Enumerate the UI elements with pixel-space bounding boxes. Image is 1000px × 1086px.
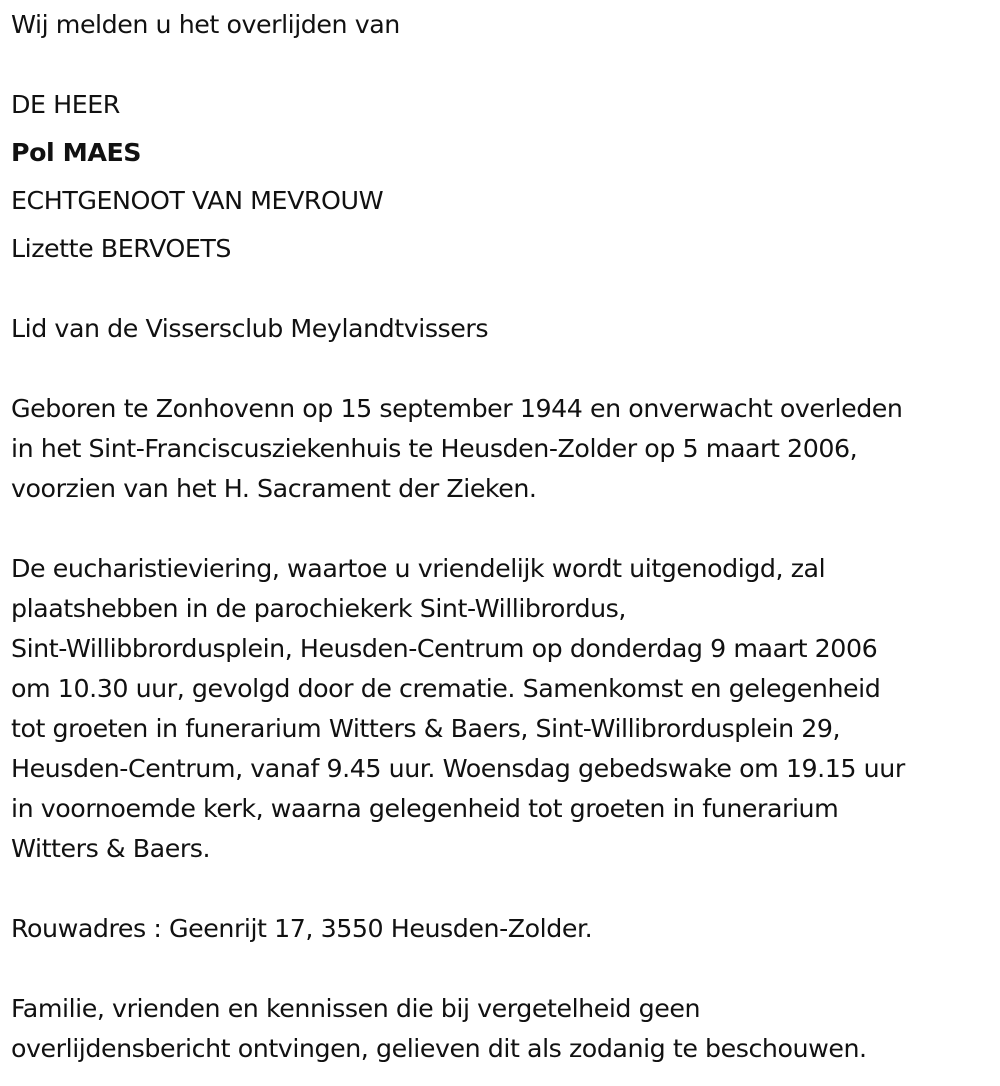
intro-text: Wij melden u het overlijden van [11,10,400,39]
title-line: DE HEER [11,90,120,119]
spacer [11,173,996,181]
paragraph-line: Heusden-Centrum, vanaf 9.45 uur. Woensdag gebedswake om 19.15 uur [11,754,905,783]
spacer [11,125,996,133]
paragraph-line: Familie, vrienden en kennissen die bij vergetelheid geen [11,994,701,1023]
deceased-name: Pol MAES [11,138,142,167]
paragraph-line: om 10.30 uur, gevolgd door de crematie. Samenkomst en gelegenheid [11,674,881,703]
spacer [11,221,996,229]
mourning-address: Rouwadres : Geenrijt 17, 3550 Heusden-Zolder. [11,914,593,943]
spacer [11,949,996,989]
paragraph-line: voorzien van het H. Sacrament der Zieken. [11,474,537,503]
spacer [11,45,996,85]
paragraph-line: tot groeten in funerarium Witters & Baers, Sint-Willibrordusplein 29, [11,714,841,743]
paragraph-line: plaatshebben in de parochiekerk Sint-Willibrordus, [11,594,626,623]
spouse-name: Lizette BERVOETS [11,234,232,263]
ceremony-paragraph [11,549,996,869]
paragraph-line: Witters & Baers. [11,834,211,863]
membership-text: Lid van de Vissersclub Meylandtvissers [11,314,489,343]
spacer [11,509,996,549]
spouse-label: ECHTGENOOT VAN MEVROUW [11,186,384,215]
closing-paragraph [11,989,996,1069]
death-notice [11,5,996,1069]
spacer [11,349,996,389]
birth-death-paragraph [11,389,996,509]
paragraph-line: De eucharistieviering, waartoe u vriendelijk wordt uitgenodigd, zal [11,554,826,583]
paragraph-line: Geboren te Zonhovenn op 15 september 1944 en onverwacht overleden [11,394,903,423]
paragraph-line: Sint-Willibbrordusplein, Heusden-Centrum op donderdag 9 maart 2006 [11,634,878,663]
paragraph-line: overlijdensbericht ontvingen, gelieven dit als zodanig te beschouwen. [11,1034,867,1063]
spacer [11,869,996,909]
spacer [11,269,996,309]
paragraph-line: in het Sint-Franciscusziekenhuis te Heusden-Zolder op 5 maart 2006, [11,434,858,463]
paragraph-line: in voornoemde kerk, waarna gelegenheid tot groeten in funerarium [11,794,839,823]
